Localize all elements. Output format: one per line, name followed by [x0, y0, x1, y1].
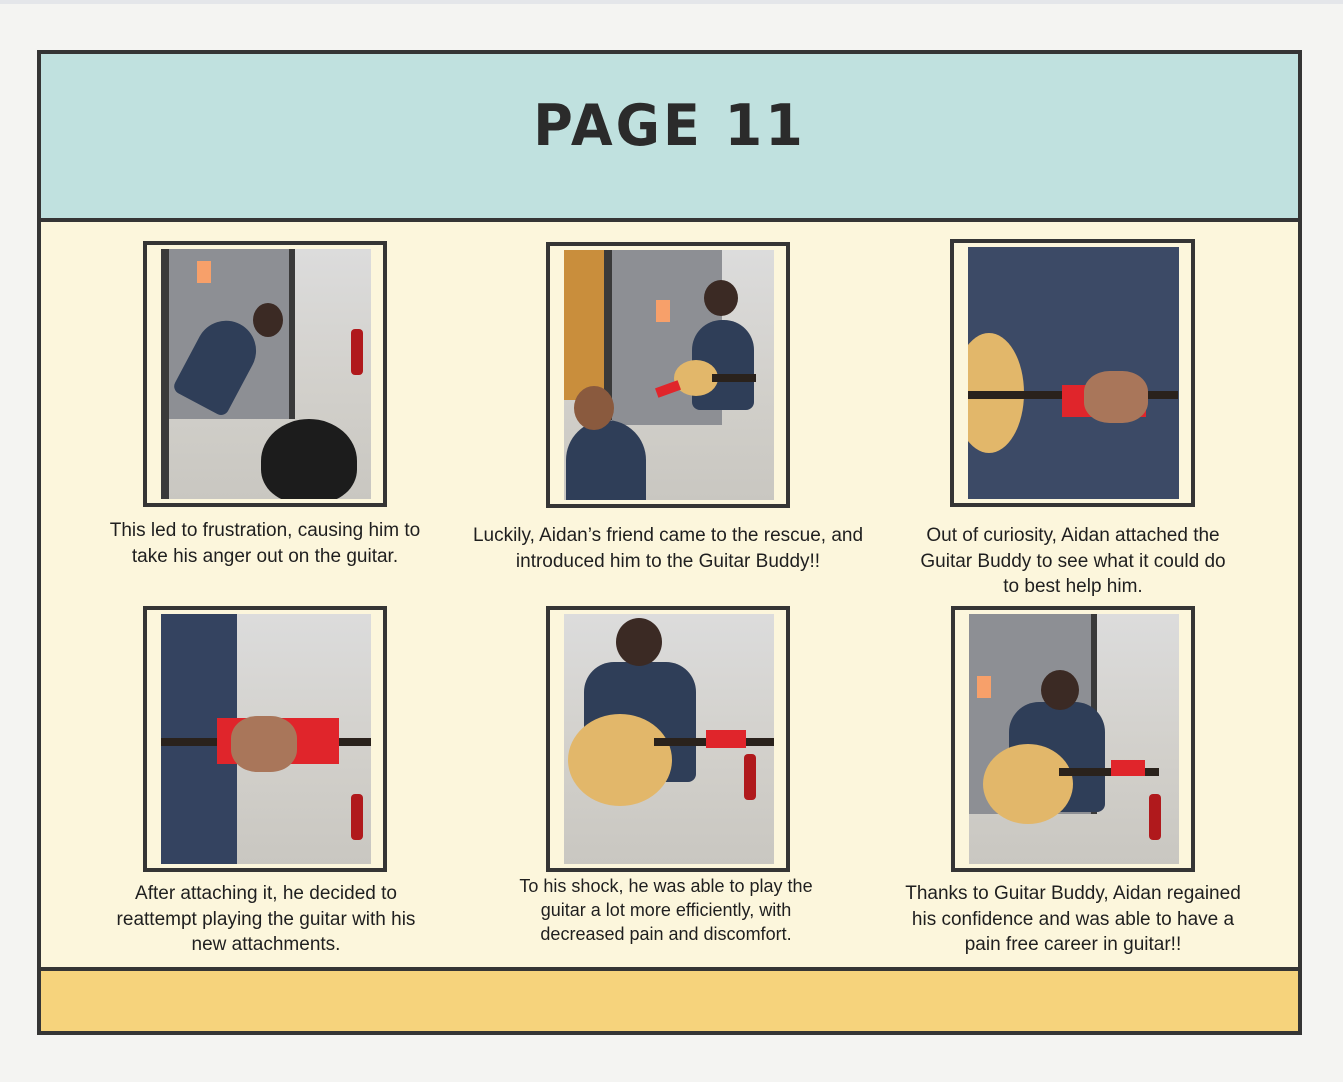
photo-attach [950, 239, 1195, 507]
photo-confident [951, 606, 1195, 872]
caption-attach: Out of curiosity, Aidan attached the Guitar Buddy to see what it could do to best help him. [920, 525, 1226, 597]
photo-rescue-image [564, 250, 774, 500]
photo-frustration-image [161, 249, 371, 499]
photo-attached-closeup-image [161, 614, 371, 864]
caption-shock: To his shock, he was able to play the guitar a lot more efficiently, with decreased pain and discomfort. [519, 876, 813, 944]
top-strip [0, 0, 1343, 4]
photo-attach-image [968, 247, 1179, 499]
header-banner [41, 54, 1298, 222]
caption-reattempt: After attaching it, he decided to reattempt playing the guitar with his new attachments. [116, 883, 416, 955]
footer-banner [41, 967, 1298, 1031]
photo-frustration [143, 241, 387, 507]
caption-frustration: This led to frustration, causing him to take his anger out on the guitar. [109, 520, 421, 567]
photo-confident-image [969, 614, 1179, 864]
caption-confident: Thanks to Guitar Buddy, Aidan regained his confidence and was able to have a pain free career in guitar!! [905, 883, 1241, 955]
photo-rescue [546, 242, 790, 508]
photo-attached-closeup [143, 606, 387, 872]
page-title: PAGE 11 [533, 91, 806, 159]
photo-shock [546, 606, 790, 872]
photo-shock-image [564, 614, 774, 864]
caption-rescue: Luckily, Aidan’s friend came to the rescue, and introduced him to the Guitar Buddy!! [472, 525, 864, 572]
